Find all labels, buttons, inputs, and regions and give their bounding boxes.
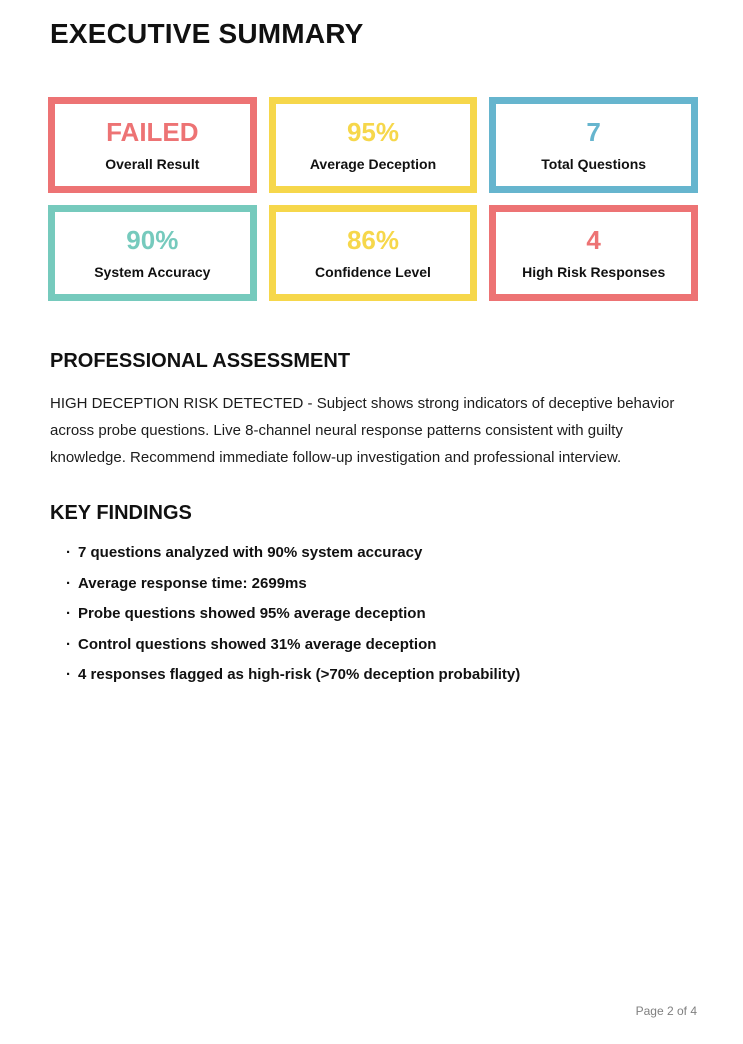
metric-value: 95% <box>346 116 400 147</box>
page-title: EXECUTIVE SUMMARY <box>50 18 364 49</box>
metric-value: 86% <box>346 224 400 255</box>
metric-label: High Risk Responses <box>522 263 666 280</box>
finding-item <box>66 576 698 591</box>
metric-card <box>269 205 478 301</box>
finding-text: 7 questions analyzed with 90% system accuracy <box>78 544 423 561</box>
metric-card <box>489 97 698 193</box>
finding-text: Probe questions showed 95% average deception <box>78 605 426 622</box>
metric-value: 90% <box>126 224 179 255</box>
metric-card <box>48 97 257 193</box>
assessment-paragraph: HIGH DECEPTION RISK DETECTED - Subject shows strong indicators of deceptive behavior across probe questions. Live 8-channel neural response patterns consistent with guilty knowledge. Recommend immediate follow-up investigation and professional interview. <box>50 395 675 466</box>
finding-item <box>66 637 698 652</box>
metric-value: FAILED <box>106 116 199 147</box>
metric-label: Overall Result <box>105 155 200 172</box>
bullet-marker: · <box>66 635 71 653</box>
key-findings-list <box>66 545 698 682</box>
bullet-marker: · <box>66 544 71 561</box>
finding-text: Average response time: 2699ms <box>78 574 307 592</box>
metric-label: System Accuracy <box>94 263 211 280</box>
section-heading-key-findings: KEY FINDINGS <box>50 502 192 524</box>
bullet-marker: · <box>66 666 71 683</box>
summary-metric-cards <box>48 97 698 301</box>
metric-value: 4 <box>586 224 601 255</box>
page-number: Page 2 of 4 <box>635 1004 697 1018</box>
metric-card <box>48 205 257 301</box>
metric-card <box>489 205 698 301</box>
metric-label: Total Questions <box>541 155 647 172</box>
finding-text: Control questions showed 31% average deception <box>78 635 437 653</box>
metric-value: 7 <box>586 116 601 147</box>
metric-label: Confidence Level <box>315 263 431 280</box>
finding-item <box>66 545 698 560</box>
finding-item <box>66 606 698 621</box>
bullet-marker: · <box>66 574 71 592</box>
section-heading-professional-assessment: PROFESSIONAL ASSESSMENT <box>50 350 351 372</box>
finding-item <box>66 667 698 682</box>
finding-text: 4 responses flagged as high-risk (>70% deception probability) <box>78 666 521 683</box>
metric-card <box>269 97 478 193</box>
bullet-marker: · <box>66 605 71 622</box>
metric-label: Average Deception <box>309 155 437 172</box>
